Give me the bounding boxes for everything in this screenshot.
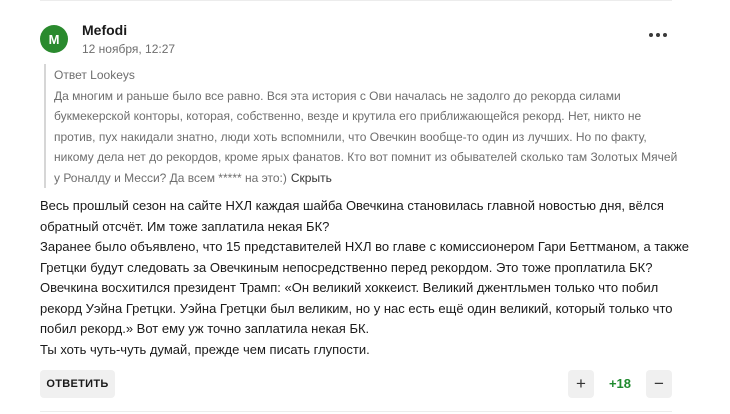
upvote-button[interactable]: + <box>568 370 594 398</box>
comment-paragraph: Весь прошлый сезон на сайте НХЛ каждая шайба Овечкина становилась главной новостью дня, вёлся обратный отсчёт. Им тоже заплатила некая БК? <box>40 198 664 234</box>
hide-quote-link[interactable]: Скрыть <box>290 170 332 185</box>
downvote-button[interactable]: − <box>646 370 672 398</box>
comment-date: 12 ноября, 12:27 <box>82 42 176 56</box>
reply-button[interactable]: ОТВЕТИТЬ <box>40 370 115 398</box>
comment-paragraph: Ты хоть чуть-чуть думай, прежде чем писать глупости. <box>40 341 370 357</box>
quote-text: Да многим и раньше было все равно. Вся эта история с Ови началась не задолго до рекорда силами букмекерской конторы, которая, собственно, везде и крутила его приближающейся рекорд. Нет, никто не против, пух накидали знатно, люди хоть вспомнили, что Овечкин вообще-то один из лучших. Но по факту, никому дела нет до рекордов, кроме ярых фанатов. Кто вот помнит из обывателей сколько там Золотых Мячей у Роналду и Месси? Да всем ***** на это:) <box>54 88 678 185</box>
author-name[interactable]: Mefodi <box>82 22 128 38</box>
comment-paragraph: Овечкина восхитился президент Трамп: «Он великий хоккеист. Великий джентльмен только что побил рекорд Уэйна Гретцки. Уэйна Гретцки был великим, но у нас есть ещё один великий, который только что побил рекорд.» Вот ему уж точно заплатила некая БК. <box>40 280 673 336</box>
top-divider <box>40 0 672 1</box>
more-options-icon[interactable] <box>645 27 671 43</box>
vote-score: +18 <box>608 376 632 391</box>
quote-header: Ответ Lookeys <box>54 68 135 82</box>
bottom-divider <box>40 411 672 412</box>
avatar-letter: M <box>48 31 60 47</box>
avatar[interactable] <box>40 25 68 53</box>
comment-paragraph: Заранее было объявлено, что 15 представителей НХЛ во главе с комиссионером Гари Беттманом, а также Гретцки будут следовать за Овечкиным непосредственно перед рекордом. Это тоже проплатила БК? <box>40 239 689 275</box>
comment-body <box>40 196 690 360</box>
quoted-reply <box>44 64 684 188</box>
